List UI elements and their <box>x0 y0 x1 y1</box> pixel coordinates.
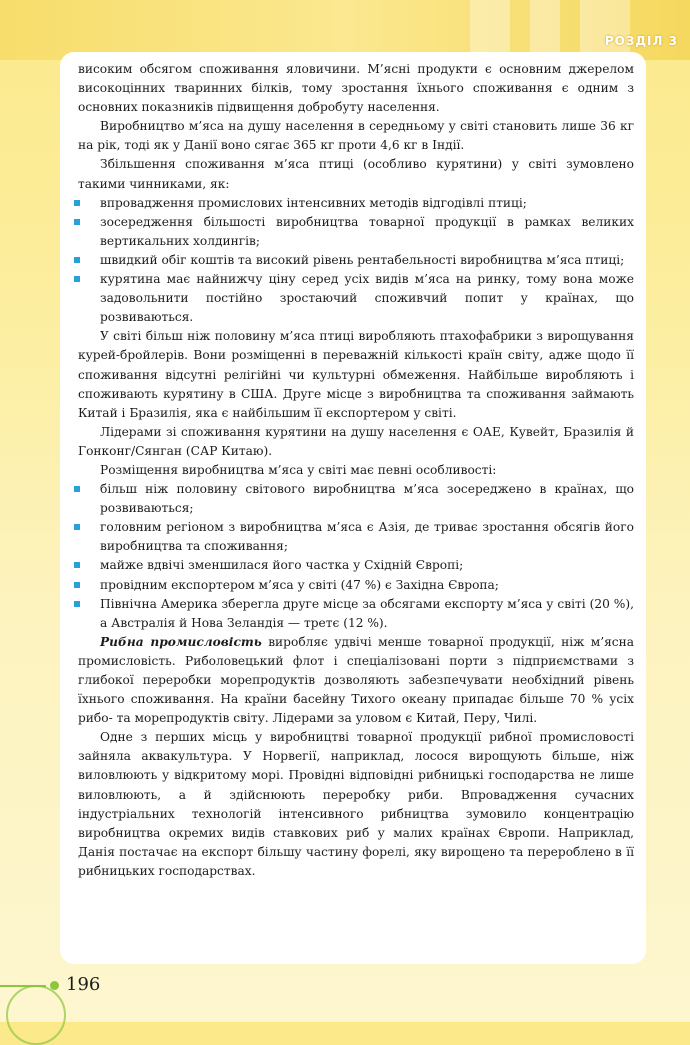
list-item <box>78 194 634 213</box>
list-item-text: провідним експортером м’яса у світі (47 %) є Західна Європа; <box>100 577 499 592</box>
paragraph: Лідерами зі споживання курятини на душу населення є ОАЕ, Кувейт, Бразилія й Гонконг/Сянган (САР Китаю). <box>78 424 634 458</box>
list-item-text: зосередження більшості виробництва товарної продукції в рамках великих вертикальних холдингів; <box>100 214 634 248</box>
paragraph: Виробництво м’яса на душу населення в середньому у світі становить лише 36 кг на рік, тоді як у Данії воно сягає 365 кг проти 4,6 кг в Індії. <box>78 119 634 153</box>
header-decoration <box>0 0 690 60</box>
list-item <box>78 270 634 327</box>
list-item <box>78 251 634 270</box>
list-item <box>78 576 634 595</box>
decor-bar <box>470 0 510 60</box>
term-highlight: Рибна промисловість <box>100 634 262 649</box>
list-item-text: швидкий обіг коштів та високий рівень рентабельності виробництва м’яса птиці; <box>100 252 625 267</box>
page-divider <box>0 985 46 987</box>
paragraph: Одне з перших місць у виробництві товарної продукції рибної промисловості зайняла аквакультура. У Норвегії, наприклад, лосося вирощують більше, ніж виловлюють у відкритому морі. Провідні відповідні рибницькі господарства не лише виловлюють, а й здійснюють переробку риби. Впровадження сучасних індустріальних технологій інтенсивного рибництва зумовило концентрацію виробництва окремих видів ставкових риб у малих країнах Європи. Наприклад, Данія постачає на експорт більшу частину форелі, яку вирощено та перероблено в її рибницьких господарствах. <box>78 730 634 878</box>
paragraph <box>78 633 634 728</box>
bullet-list <box>78 480 634 633</box>
list-item <box>78 480 634 518</box>
section-label: РОЗДІЛ 3 <box>604 34 678 48</box>
bullet-icon <box>74 562 80 568</box>
list-item <box>78 595 634 633</box>
list-item-text: впровадження промислових інтенсивних методів відгодівлі птиці; <box>100 195 527 210</box>
decor-bar <box>530 0 560 60</box>
bullet-icon <box>74 582 80 588</box>
bullet-icon <box>74 601 80 607</box>
bullet-icon <box>74 219 80 225</box>
decor-bar <box>580 0 630 60</box>
paragraph: У світі більш ніж половину м’яса птиці виробляють птахофабрики з вирощування курей-бройлерів. Вони розміщенні в переважній кількості країн світу, адже щодо її споживання відсутні релігійні чи культурні обмеження. Найбільше виробляють і споживають курятину в США. Друге місце з виробництва та споживання займають Китай і Бразилія, яка є найбільшим її експортером у світі. <box>78 329 634 420</box>
bullet-icon <box>74 200 80 206</box>
list-item-text: майже вдвічі зменшилася його частка у Східній Європі; <box>100 558 464 573</box>
bullet-icon <box>74 524 80 530</box>
list-item-text: головним регіоном з виробництва м’яса є Азія, де триває зростання обсягів його виробництва та споживання; <box>100 520 634 554</box>
list-item-text: курятина має найнижчу ціну серед усіх видів м’яса на ринку, тому вона може задовольнити постійно зростаючий споживчий попит у країнах, що розвиваються. <box>100 272 634 325</box>
bullet-icon <box>74 486 80 492</box>
paragraph-text: виробляє удвічі менше товарної продукції, ніж м’ясна промисловість. Риболовецький флот і спеціалізовані порти з підприємствами з глибокої переробки морепродуктів дозволяють забезпечувати необхідний рівень їхнього споживання. На країни басейну Тихого океану припадає більше 70 % усіх рибо- та морепродуктів світу. Лідерами за уловом є Китай, Перу, Чилі. <box>78 634 634 726</box>
list-item <box>78 556 634 575</box>
bullet-icon <box>74 276 80 282</box>
page-number: 196 <box>66 974 101 995</box>
bullet-icon <box>74 257 80 263</box>
paragraph: високим обсягом споживання яловичини. М’ясні продукти є основним джерелом високоцінних тваринних білків, тому зростання їхнього споживання є одним з основних показників підвищення добробуту населення. <box>78 62 634 115</box>
list-item-text: більш ніж половину світового виробництва м’яса зосереджено в країнах, що розвиваються; <box>100 482 634 516</box>
paragraph: Розміщення виробництва м’яса у світі має певні особливості: <box>100 462 497 477</box>
dot-icon <box>50 981 59 990</box>
list-item <box>78 518 634 556</box>
page-text <box>78 60 634 881</box>
globe-icon <box>6 985 66 1045</box>
bullet-list <box>78 194 634 328</box>
paragraph: Збільшення споживання м’яса птиці (особливо курятини) у світі зумовлено такими чинниками, як: <box>78 157 634 191</box>
list-item <box>78 213 634 251</box>
list-item-text: Північна Америка зберегла друге місце за обсягами експорту м’яса у світі (20 %), а Австралія й Нова Зеландія — третє (12 %). <box>100 596 634 630</box>
